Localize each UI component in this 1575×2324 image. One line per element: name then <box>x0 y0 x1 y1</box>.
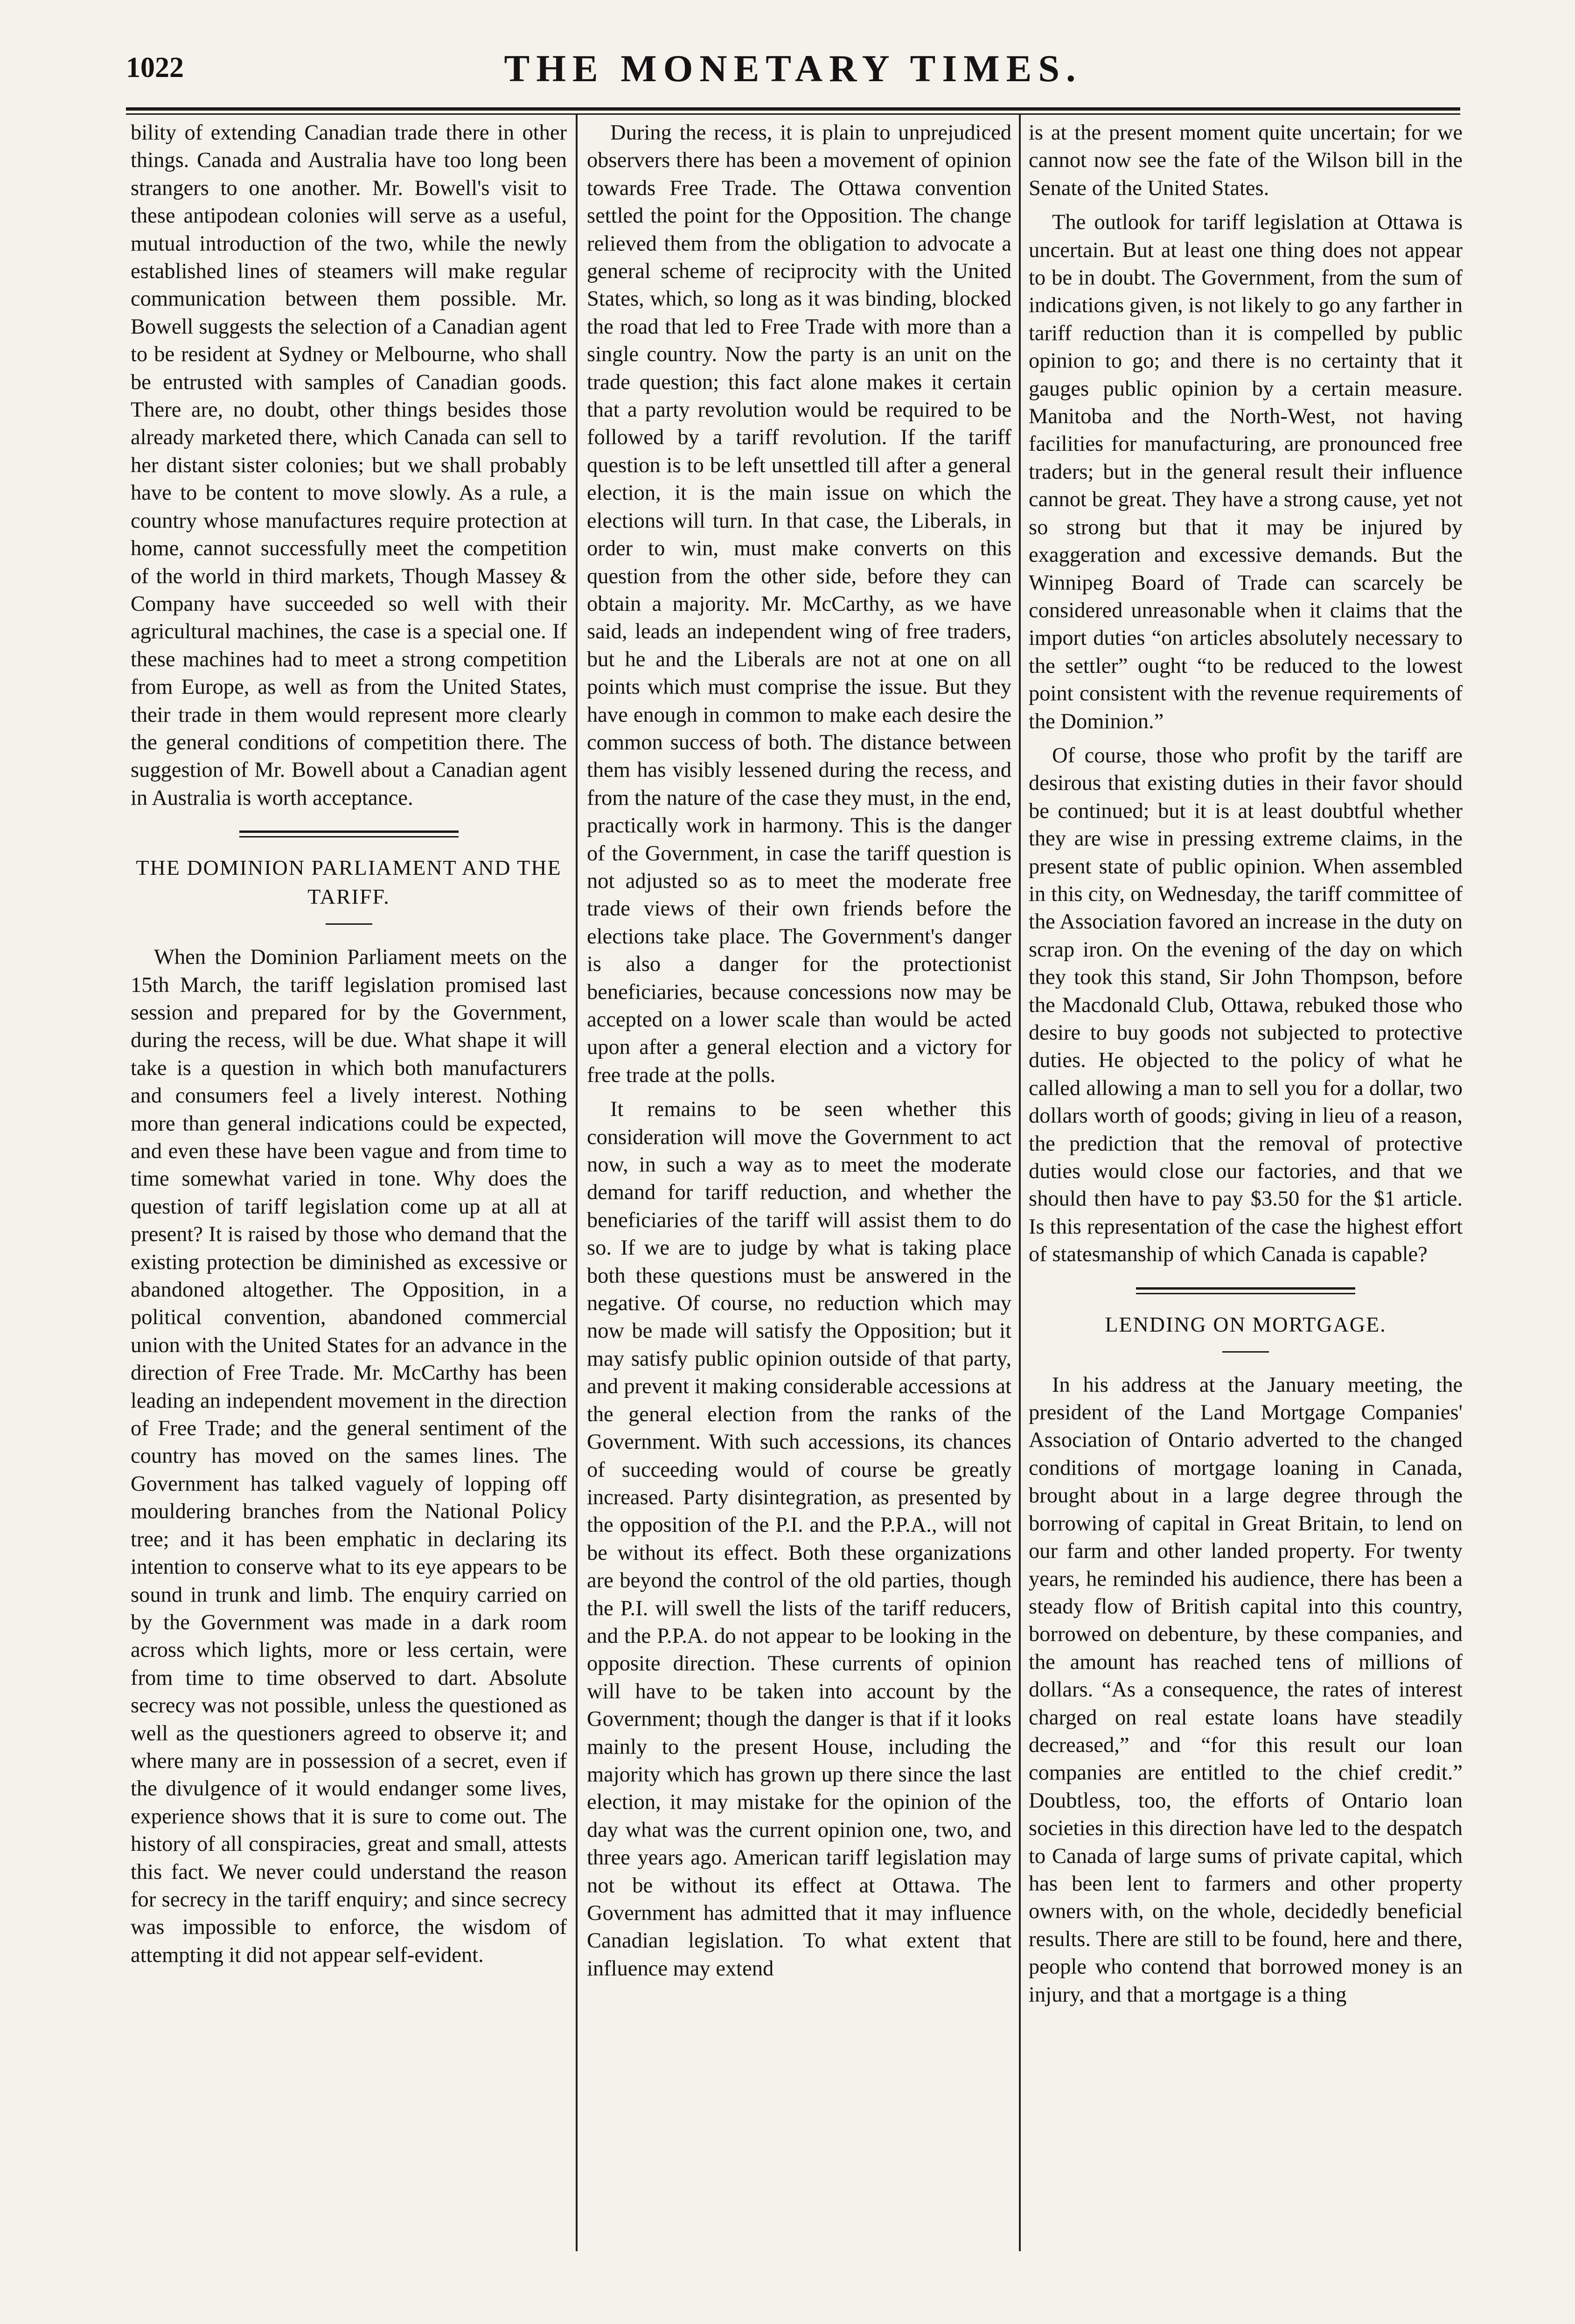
article-column-3 <box>1029 119 1463 2247</box>
paragraph: bility of extending Canadian trade there in other things. Canada and Australia have too long been strangers to one another. Mr. Bowell's visit to these antipodean colonies will serve as a useful, mutual introduction of the two, while the newly established lines of steamers will make regular communication between them possible. Mr. Bowell suggests the selection of a Canadian agent to be resident at Sydney or Melbourne, who shall be entrusted with samples of Canadian goods. There are, no doubt, other things besides those already marketed there, which Canada can sell to her distant sister colonies; but we shall probably have to be content to move slowly. As a rule, a country whose manufactures require protection at home, cannot successfully meet the competition of the world in third markets, Though Massey & Company have succeeded so well with their agricultural machines, the case is a special one. If these machines had to meet a strong competition from Europe, as well as from the United States, their trade in them would represent more clearly the general conditions of competition there. The suggestion of Mr. Bowell about a Canadian agent in Australia is worth acceptance. <box>131 121 567 810</box>
masthead <box>126 47 1460 107</box>
paragraph: It remains to be seen whether this consideration will move the Government to act now, in such a way as to meet the moderate demand for tariff reduction, and whether the beneficiaries of the tariff will assist them to do so. If we are to judge by what is taking place both these questions must be answered in the negative. Of course, no reduction which may now be made will satisfy the Opposition; but it may satisfy public opinion outside of that party, and prevent it making considerable accessions at the general election from the ranks of the Government. With such accessions, its chances of succeeding would of course be greatly increased. Party disintegration, as presented by the opposition of the P.I. and the P.P.A., will not be without its effect. Both these organizations are beyond the control of the old parties, though the P.I. will swell the lists of the tariff reducers, and the P.P.A. do not appear to be looking in the opposite direction. These currents of opinion will have to be taken into account by the Government; though the danger is that if it looks mainly to the present House, including the majority which has grown up there since the last election, it may mistake for the opinion of the day what was the current opinion one, two, and three years ago. American tariff legislation may not be without its effect at Ottawa. The Government has admitted that it may influence Canadian legislation. To what extent that influence may extend <box>587 1097 1011 1981</box>
column-divider <box>1019 114 1021 2251</box>
paragraph: In his address at the January meeting, the president of the Land Mortgage Companies' Association of Ontario adverted to the changed conditions of mortgage loaning in Canada, brought about in a large degree through the borrowing of capital in Great Britain, to lend on our farm and other landed property. For twenty years, he reminded his audience, there has been a steady flow of British capital into this country, borrowed on debenture, by these companies, and the amount has reached tens of millions of dollars. “As a consequence, the rates of interest charged on real estate loans have steadily decreased,” and “for this result our loan companies are entitled to the chief credit.” Doubtless, too, the efforts of Ontario loan societies in this direction have led to the despatch to Canada of large sums of private capital, which has been lent to farmers and other property owners with, on the whole, decidedly beneficial results. There are still to be found, here and there, people who contend that borrowed money is an injury, and that a mortgage is a thing <box>1029 1373 1463 2007</box>
header-rule <box>126 107 1460 111</box>
paragraph: During the recess, it is plain to unprejudiced observers there has been a movement of opinion towards Free Trade. The Ottawa convention settled the point for the Opposition. The change relieved them from the obligation to advocate a general scheme of reciprocity with the United States, which, so long as it was binding, blocked the road that led to Free Trade with more than a single country. Now the party is an unit on the trade question; this fact alone makes it certain that a party revolution would be required to be followed by a tariff revolution. If the tariff question is to be left unsettled till after a general election, it is the main issue on which the elections will turn. In that case, the Liberals, in order to win, must make converts on this question from the other side, before they can obtain a majority. Mr. McCarthy, as we have said, leads an independent wing of free traders, but he and the Liberals are not at one on all points which must comprise the issue. But they have enough in common to make each desire the common success of both. The distance between them has visibly lessened during the recess, and from the nature of the case they must, in the end, practically work in harmony. This is the danger of the Government, in case the tariff question is not adjusted so as to meet the moderate free trade views of their own friends before the elections take place. The Government's danger is also a danger for the protectionist beneficiaries, because concessions now may be accepted on a lower scale than would be acted upon after a general election and a victory for free trade at the polls. <box>587 121 1011 1087</box>
article-column-2 <box>587 119 1011 2247</box>
heading-rule <box>1222 1351 1269 1353</box>
section-heading: THE DOMINION PARLIAMENT AND THE TARIFF. <box>136 856 562 909</box>
paragraph: is at the present moment quite uncertain; for we cannot now see the fate of the Wilson bill in the Senate of the United States. <box>1029 121 1463 200</box>
heading-rule <box>326 923 372 925</box>
publication-title: THE MONETARY TIMES. <box>504 47 1082 90</box>
page-number: 1022 <box>126 52 184 84</box>
article-column-1 <box>131 119 567 2247</box>
paragraph: When the Dominion Parliament meets on the 15th March, the tariff legislation promised last session and prepared for by the Government, during the recess, will be due. What shape it will take is a question in which both manufacturers and consumers feel a lively interest. Nothing more than general indications could be expected, and even these have been vague and from time to time somewhat varied in tone. Why does the question of tariff legislation come up at all at present? It is raised by those who demand that the existing protection be diminished as excessive or abandoned altogether. The Opposition, in a political convention, abandoned commercial union with the United States for an advance in the direction of Free Trade. Mr. McCarthy has been leading an independent movement in the direction of Free Trade; and the general sentiment of the country has moved on the sames lines. The Government has talked vaguely of lopping off mouldering branches from the National Policy tree; and it has been emphatic in declaring its intention to conserve what to its eye appears to be sound in trunk and limb. The enquiry carried on by the Government was made in a dark room across which lights, more or less certain, were from time to time observed to dart. Absolute secrecy was not possible, unless the questioned as well as the questioners agreed to observe it; and where many are in possession of a secret, even if the divulgence of it would endanger some lives, experience shows that it is sure to come out. The history of all conspiracies, great and small, attests this fact. We never could understand the reason for secrecy in the tariff enquiry; and since secrecy was impossible to enforce, the wisdom of attempting it did not appear self-evident. <box>131 945 567 1967</box>
paragraph: Of course, those who profit by the tariff are desirous that existing duties in their favor should be continued; but it is at least doubtful whether they are wise in pressing extreme claims, in the present state of public opinion. When assembled in this city, on Wednesday, the tariff committee of the Association favored an increase in the duty on scrap iron. On the evening of the day on which they took this stand, Sir John Thompson, before the Macdonald Club, Ottawa, rebuked those who desire to buy goods not subjected to protective duties. He objected to the policy of what he called allowing a man to sell you for a dollar, two dollars worth of goods; giving in lieu of a reason, the prediction that the removal of protective duties would close our factories, and that we should then have to pay $3.50 for the $1 article. Is this representation of the case the highest effort of statesmanship of which Canada is capable? <box>1029 743 1463 1267</box>
header-rule-thin <box>126 113 1460 115</box>
paragraph: The outlook for tariff legislation at Ottawa is uncertain. But at least one thing does not appear to be in doubt. The Government, from the sum of indications given, is not likely to go any farther in tariff reduction than it is compelled by public opinion to go; and there is no certainty that it gauges public opinion by a certain measure. Manitoba and the North-West, not having facilities for manufacturing, are pronounced free traders; but in the general result their influence cannot be great. They have a strong cause, yet not so strong but that it may be injured by exaggeration and excessive demands. But the Winnipeg Board of Trade can scarcely be considered unreasonable when it claims that the import duties “on articles absolutely necessary to the settler” ought “to be reduced to the lowest point consistent with the revenue requirements of the Dominion.” <box>1029 210 1463 733</box>
column-divider <box>576 114 578 2251</box>
section-heading: LENDING ON MORTGAGE. <box>1105 1312 1387 1336</box>
section-separator <box>239 830 459 837</box>
section-separator <box>1136 1287 1355 1294</box>
